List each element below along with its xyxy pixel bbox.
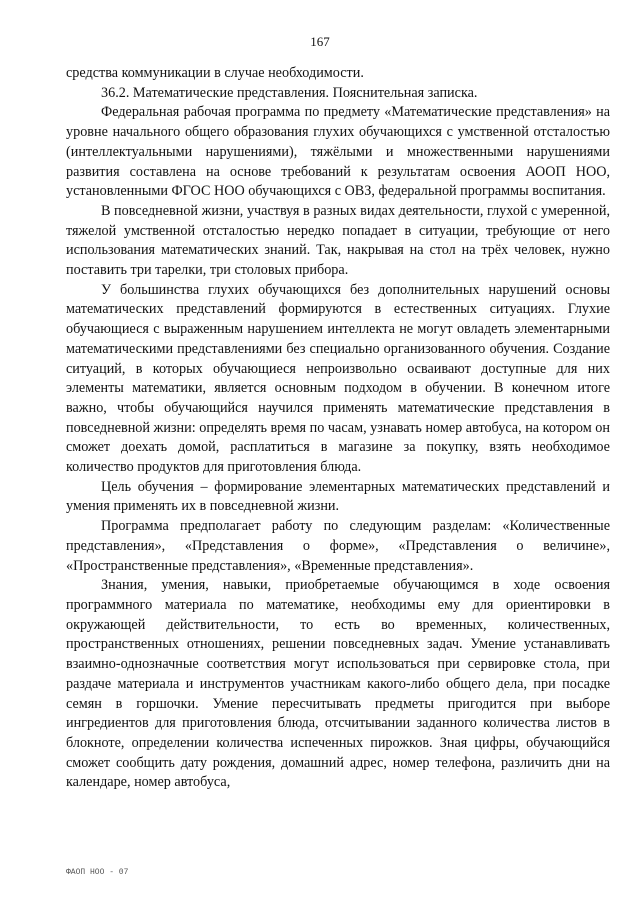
- paragraph: В повседневной жизни, участвуя в разных видах деятельности, глухой с умеренной, тяжелой умственной отсталостью нередко попадает в ситуации, требующие от него использования математических знаний. Так, накрывая на стол на трёх человек, нужно поставить три тарелки, три столовых прибора.: [66, 202, 610, 279]
- body-text: [66, 64, 610, 793]
- paragraph: Знания, умения, навыки, приобретаемые обучающимся в ходе освоения программного материала по математике, необходимы ему для ориентировки в окружающей действительности, то есть во временных, количественных, пространственных отношениях, решении повседневных задач. Умение устанавливать взаимно-однозначные соответствия могут использоваться при сервировке стола, при раздаче материала и инструментов участникам какого-либо общего дела, при посадке семян в горшочки. Умение пересчитывать предметы пригодится при выборе ингредиентов для приготовления блюда, отсчитывании заданного количества листов в блокноте, определении количества испеченных пирожков. Зная цифры, обучающийся сможет сообщить дату рождения, домашний адрес, номер телефона, различить дни на календаре, номер автобуса,: [66, 577, 610, 791]
- paragraph-continuation: средства коммуникации в случае необходимости.: [66, 65, 364, 81]
- footer-code: ФАОП НОО - 07: [66, 868, 129, 877]
- page-number: 167: [310, 34, 330, 49]
- section-heading: 36.2. Математические представления. Пояснительная записка.: [101, 84, 478, 101]
- paragraph: У большинства глухих обучающихся без дополнительных нарушений основы математических представлений формируются в естественных ситуациях. Глухие обучающиеся с выраженным нарушением интеллекта не могут овладеть элементарными математическими представлениями без специально организованного обучения. Создание ситуаций, в которых обучающиеся непроизвольно осваивают доступные для них элементы математики, является основным подходом в обучении. В конечном итоге важно, чтобы обучающийся научился применять математические представления в повседневной жизни: определять время по часам, узнавать номер автобуса, на котором он сможет доехать домой, расплатиться в магазине за покупку, взять необходимое количество продуктов для приготовления блюда.: [66, 281, 610, 476]
- paragraph: Федеральная рабочая программа по предмету «Математические представления» на уровне начального общего образования глухих обучающихся с умственной отсталостью (интеллектуальными нарушениями), тяжёлыми и множественными нарушениями развития составлена на основе требований к результатам освоения АООП НОО, установленными ФГОС НОО обучающихся с ОВЗ, федеральной программы воспитания.: [66, 104, 610, 200]
- paragraph-goal: Цель обучения – формирование элементарных математических представлений и умения применять их в повседневной жизни.: [66, 478, 610, 515]
- paragraph-sections: Программа предполагает работу по следующим разделам: «Количественные представления», «Представления о форме», «Представления о величине», «Пространственные представления», «Временные представления».: [66, 518, 610, 574]
